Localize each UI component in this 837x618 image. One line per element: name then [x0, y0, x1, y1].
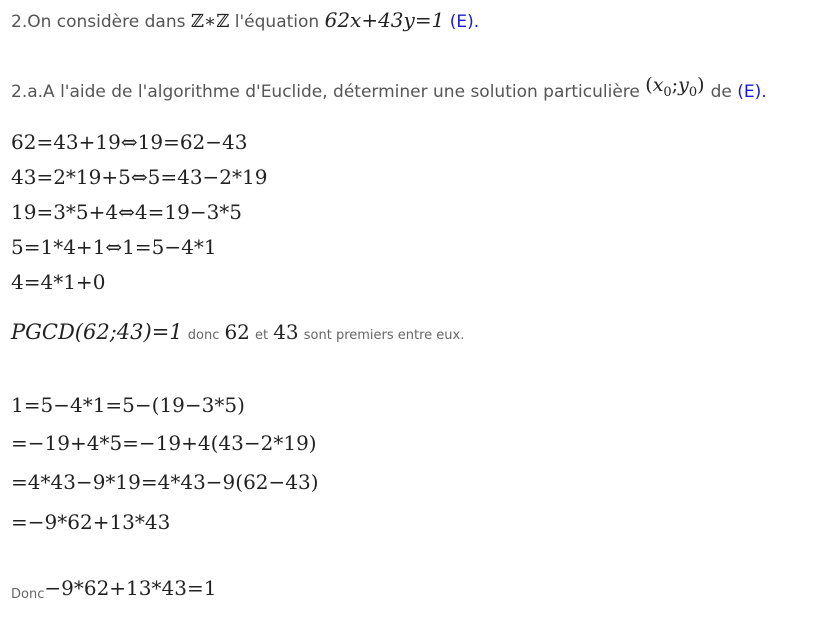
y0-var: y [678, 74, 689, 96]
question-2a-intro: 2.a.A l'aide de l'algorithme d'Euclide, déterminer une solution particulière [11, 82, 640, 102]
pgcd-et: et [255, 328, 269, 343]
euclid-step-1: 62=43+19⇔19=62−43 [11, 130, 248, 154]
euclid-step-4: 5=1*4+1⇔1=5−4*1 [11, 235, 217, 259]
euclid-step-2: 43=2*19+5⇔5=43−2*19 [11, 165, 268, 189]
pgcd-line [11, 320, 464, 344]
euclid-step-3: 19=3*5+4⇔4=19−3*5 [11, 200, 243, 224]
pgcd-b: 43 [273, 320, 299, 344]
x0-var: x [652, 74, 664, 96]
euclid-step-5: 4=4*1+0 [11, 270, 106, 294]
pair-close: ) [697, 74, 705, 96]
equation-ref-e: (E). [449, 12, 480, 32]
equation-e: 62x+43y=1 [324, 8, 445, 32]
equation-ref-e-2: (E). [737, 82, 767, 102]
question-2a-mid: de [710, 82, 732, 102]
question-2a [11, 74, 767, 102]
pair-open: ( [645, 74, 653, 96]
pgcd-a: 62 [224, 320, 250, 344]
pgcd-donc: donc [187, 328, 220, 343]
set-z-times-z: ℤ∗ℤ [190, 11, 230, 32]
back-sub-2: =−19+4*5=−19+4(43−2*19) [11, 431, 317, 455]
pgcd-conclusion: sont premiers entre eux. [303, 328, 465, 343]
back-sub-3: =4*43−9*19=4*43−9(62−43) [11, 470, 319, 494]
question-2-intro: 2.On considère dans [11, 12, 186, 32]
pair-sep: ; [671, 74, 679, 96]
back-sub-4: =−9*62+13*43 [11, 510, 171, 534]
question-2 [11, 8, 479, 32]
y0-sub: 0 [688, 85, 698, 100]
particular-solution [645, 74, 710, 100]
back-sub-1: 1=5−4*1=5−(19−3*5) [11, 393, 245, 417]
x0-sub: 0 [663, 85, 672, 100]
question-2-mid: l'équation [234, 12, 320, 32]
pgcd-expr: PGCD(62;43)=1 [11, 320, 183, 344]
final-label: Donc [11, 587, 45, 602]
final-expr: −9*62+13*43=1 [44, 576, 217, 600]
final-line [11, 576, 216, 600]
